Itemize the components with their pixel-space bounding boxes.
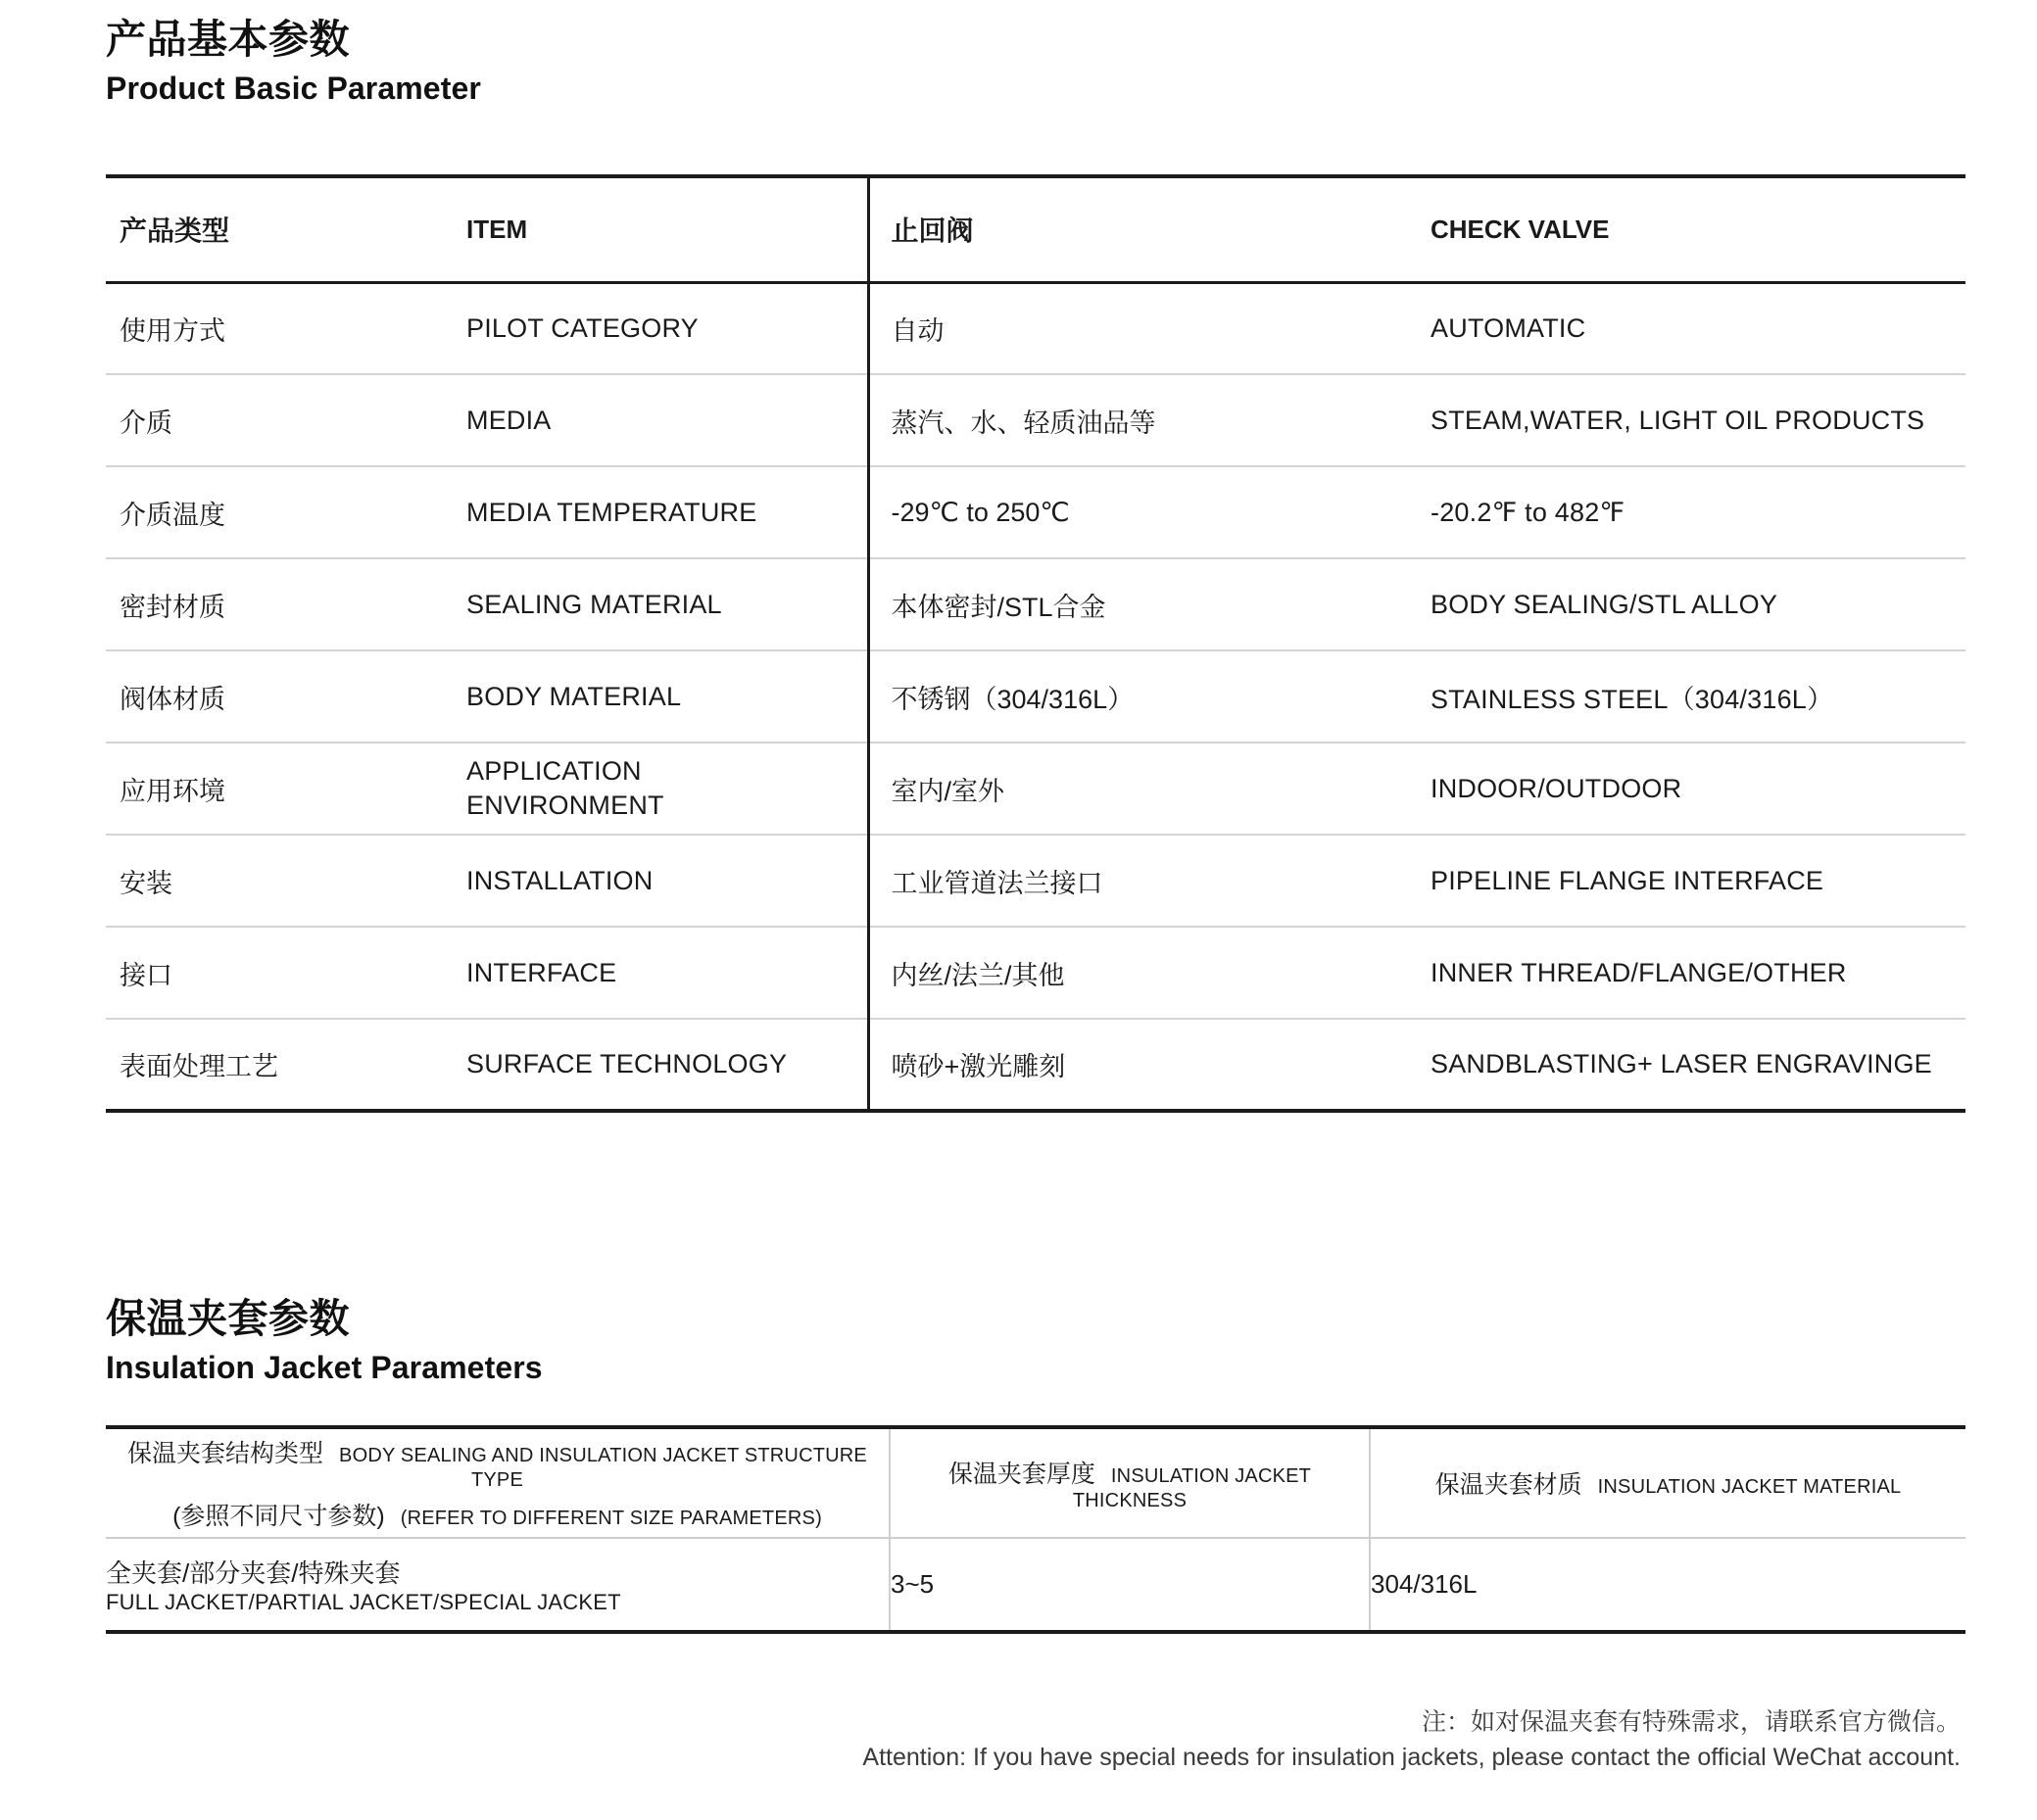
row-item-zh: 使用方式 [106,282,466,374]
header-material-en: INSULATION JACKET MATERIAL [1597,1476,1902,1498]
row-item-en: MEDIA TEMPERATURE [466,466,868,558]
cell-thickness [890,1538,1370,1632]
header-check-valve-en: CHECK VALVE [1417,176,1965,282]
row-item-en: SEALING MATERIAL [466,558,868,650]
header-check-valve-zh: 止回阀 [868,176,1417,282]
row-item-zh: 表面处理工艺 [106,1019,466,1111]
header-thickness-en: INSULATION JACKET THICKNESS [1072,1464,1312,1511]
row-item-zh: 接口 [106,927,466,1019]
footer-note-en: Attention: If you have special needs for insulation jackets, please contact the official WeChat account. [862,1744,1961,1772]
header-material-zh: 保温夹套材质 [1434,1471,1582,1499]
row-item-en: PILOT CATEGORY [466,282,868,374]
row-value-en: BODY SEALING/STL ALLOY [1417,558,1965,650]
table-row [106,558,1965,650]
table-row [106,466,1965,558]
row-value-en: SANDBLASTING+ LASER ENGRAVINGE [1417,1019,1965,1111]
header-thickness [890,1427,1370,1538]
insulation-header-row [106,1427,1965,1538]
table-row [106,1019,1965,1111]
row-item-zh: 密封材质 [106,558,466,650]
table-header [106,176,1965,282]
row-value-en: INNER THREAD/FLANGE/OTHER [1417,927,1965,1019]
section-heading-product-basic [106,16,481,110]
insulation-jacket-parameter-table [106,1425,1965,1634]
header-structure-en-line1: BODY SEALING AND INSULATION JACKET STRUCTURE TYPE [339,1445,867,1491]
table-row [106,282,1965,374]
row-item-zh: 介质温度 [106,466,466,558]
row-item-en-line1: APPLICATION [466,756,642,787]
cell-material-value: 304/316L [1371,1569,1478,1599]
header-structure-en-line2: (REFER TO DIFFERENT SIZE PARAMETERS) [400,1508,822,1529]
cell-structure-type [106,1538,890,1632]
row-value-zh: -29℃ to 250℃ [868,466,1417,558]
row-item-en-line2: ENVIRONMENT [466,790,664,820]
row-value-zh: 内丝/法兰/其他 [868,927,1417,1019]
header-thickness-zh: 保温夹套厚度 [947,1460,1095,1488]
row-item-zh: 安装 [106,835,466,927]
cell-material [1370,1538,1965,1632]
insulation-table-header [106,1427,1965,1538]
section-title-en: Product Basic Parameter [106,71,481,107]
row-value-en: STAINLESS STEEL（304/316L） [1417,650,1965,742]
row-value-zh: 蒸汽、水、轻质油品等 [868,374,1417,466]
row-item-en [466,742,868,835]
header-structure-zh-line2: (参照不同尺寸参数) [172,1503,385,1530]
row-value-en: STEAM,WATER, LIGHT OIL PRODUCTS [1417,374,1965,466]
table-body [106,282,1965,1111]
row-item-zh: 介质 [106,374,466,466]
row-value-zh: 工业管道法兰接口 [868,835,1417,927]
section-title-en: Insulation Jacket Parameters [106,1350,543,1386]
table-row [106,374,1965,466]
table-header-row [106,176,1965,282]
row-value-en: -20.2℉ to 482℉ [1417,466,1965,558]
row-value-zh: 室内/室外 [868,742,1417,835]
cell-thickness-value: 3~5 [891,1569,935,1599]
row-value-zh: 自动 [868,282,1417,374]
row-item-en: BODY MATERIAL [466,650,868,742]
row-value-zh: 不锈钢（304/316L） [868,650,1417,742]
footer-note-zh: 注：如对保温夹套有特殊需求，请联系官方微信。 [1421,1708,1961,1736]
row-item-en: SURFACE TECHNOLOGY [466,1019,868,1111]
product-basic-parameter-table [106,174,1965,1113]
section-title-zh: 保温夹套参数 [106,1296,350,1341]
section-title-zh: 产品基本参数 [106,17,350,62]
row-value-en: PIPELINE FLANGE INTERFACE [1417,835,1965,927]
row-value-en: INDOOR/OUTDOOR [1417,742,1965,835]
row-value-en: AUTOMATIC [1417,282,1965,374]
row-item-zh: 阀体材质 [106,650,466,742]
header-structure-line2 [106,1497,889,1532]
row-item-zh: 应用环境 [106,742,466,835]
header-material [1370,1427,1965,1538]
header-product-type-zh: 产品类型 [106,176,466,282]
table-row [106,927,1965,1019]
table-row [106,742,1965,835]
header-structure-type [106,1427,890,1538]
header-item-en: ITEM [466,176,868,282]
insulation-table-row [106,1538,1965,1632]
row-value-zh: 本体密封/STL合金 [868,558,1417,650]
cell-structure-zh: 全夹套/部分夹套/特殊夹套 [106,1558,401,1588]
cell-structure-en: FULL JACKET/PARTIAL JACKET/SPECIAL JACKET [106,1590,621,1614]
table-row [106,650,1965,742]
header-structure-zh-line1: 保温夹套结构类型 [127,1440,324,1467]
footer-note [862,1704,1961,1776]
row-value-zh: 喷砂+激光雕刻 [868,1019,1417,1111]
row-item-en: INTERFACE [466,927,868,1019]
section-heading-insulation-jacket [106,1295,543,1389]
insulation-table-body [106,1538,1965,1632]
row-item-en: INSTALLATION [466,835,868,927]
row-item-en: MEDIA [466,374,868,466]
header-structure-line1 [106,1434,889,1492]
table-row [106,835,1965,927]
